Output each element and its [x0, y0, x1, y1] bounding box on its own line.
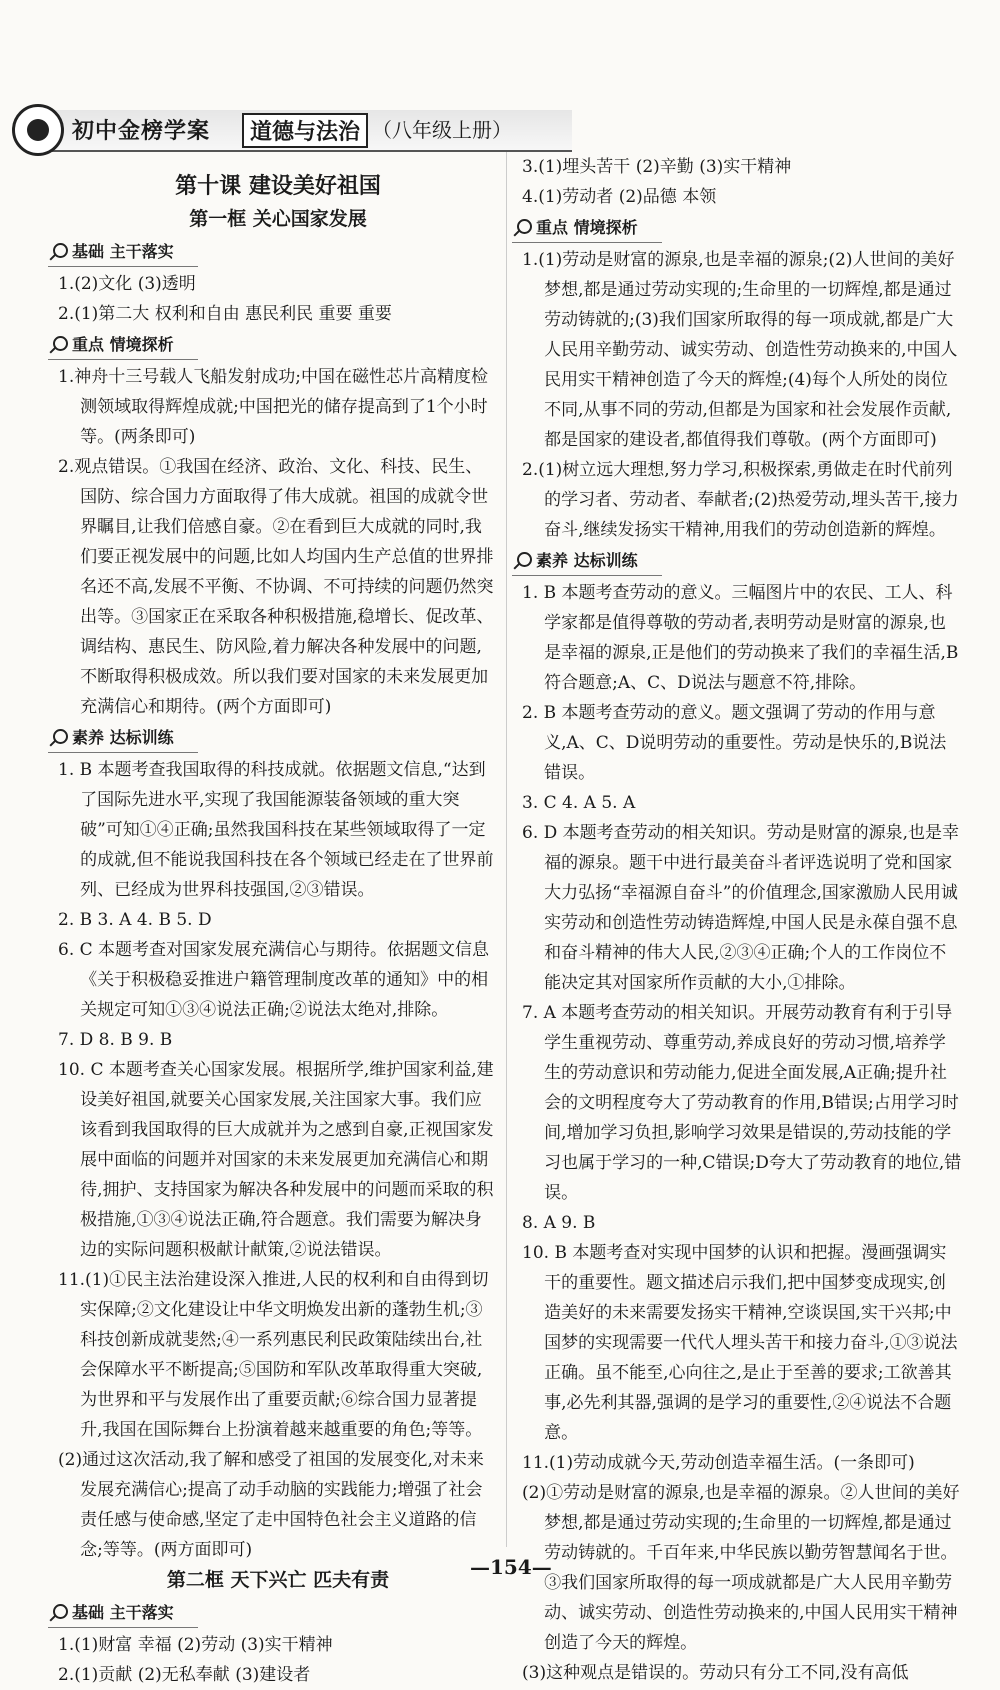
answer-line: 6. D 本题考查劳动的相关知识。劳动是财富的源泉,也是幸福的源泉。题干中进行最美奋斗者评选说明了党和国家大力弘扬“幸福源自奋斗”的价值理念,国家激励人民用诚实劳动和创造性劳动铸造辉煌,中国人民是永葆自强不息和奋斗精神的伟大人民,②③④正确;个人的工作岗位不能决定其对国家所作贡献的大小,①排除。 — [522, 823, 960, 993]
answer-line: (2)通过这次活动,我了解和感受了祖国的发展变化,对未来发展充满信心;提高了动手动脑的实践能力;增强了社会责任感与使命感,坚定了走中国特色社会主义道路的信念;等等。(两方面即可) — [58, 1450, 484, 1560]
answer-line: 2.(1)第二大 权利和自由 惠民利民 重要 重要 — [58, 304, 392, 324]
page-number: —154— — [470, 1555, 552, 1579]
answer-line: 2.观点错误。①我国在经济、政治、文化、科技、民生、国防、综合国力方面取得了伟大成就。祖国的成就令世界瞩目,让我们倍感自豪。②在看到巨大成就的同时,我们要正视发展中的问题,比如人均国内生产总值的世界排名还不高,发展不平衡、不协调、不可持续的问题仍然突出等。③国家正在采取各种积极措施,稳增长、促改革、调结构、惠民生、防风险,着力解决各种发展中的问题,不断取得积极成效。所以我们要对国家的未来发展更加充满信心和期待。(两个方面即可) — [58, 457, 494, 717]
section-label: 重点 情境探析 — [536, 218, 638, 237]
answer-line: 4.(1)劳动者 (2)品德 本领 — [522, 187, 717, 207]
frame-title-2: 第二框 天下兴亡 匹夫有责 — [166, 1569, 390, 1591]
section-header — [48, 724, 198, 753]
magnifier-icon — [512, 551, 532, 571]
book-logo-icon — [12, 104, 64, 156]
answer-line: 2. B 本题考查劳动的意义。题文强调了劳动的作用与意义,A、C、D说明劳动的重要性。劳动是快乐的,B说法错误。 — [522, 703, 947, 783]
answer-line: 11.(1)劳动成就今天,劳动创造幸福生活。(一条即可) — [522, 1453, 915, 1473]
answer-line: (3)这种观点是错误的。劳动只有分工不同,没有高低 — [522, 1663, 909, 1683]
section-label: 素养 达标训练 — [72, 728, 174, 747]
answer-line: 1. B 本题考查我国取得的科技成就。依据题文信息,“达到了国际先进水平,实现了我国能源装备领域的重大突破”可知①④正确;虽然我国科技在某些领域取得了一定的成就,但不能说我国科技在各个领域已经走在了世界前列、已经成为世界科技强国,②③错误。 — [58, 760, 494, 900]
section-header — [512, 547, 662, 576]
answer-line: 1.(2)文化 (3)透明 — [58, 274, 196, 294]
answer-line: 11.(1)①民主法治建设深入推进,人民的权利和自由得到切实保障;②文化建设让中华文明焕发出新的蓬勃生机;③科技创新成就斐然;④一系列惠民利民政策陆续出台,社会保障水平不断提高;⑤国防和军队改革取得重大突破,为世界和平与发展作出了重要贡献;⑥综合国力显著提升,我国在国际舞台上扮演着越来越重要的角色;等等。 — [58, 1270, 489, 1440]
answer-line: 1. B 本题考查劳动的意义。三幅图片中的农民、工人、科学家都是值得尊敬的劳动者,表明劳动是财富的源泉,也是幸福的源泉,正是他们的劳动换来了我们的幸福生活,B符合题意;A、C、D说法与题意不符,排除。 — [522, 583, 959, 693]
frame-title-1: 第一框 关心国家发展 — [189, 208, 367, 230]
answer-line: 7. A 本题考查劳动的相关知识。开展劳动教育有利于引导学生重视劳动、尊重劳动,养成良好的劳动习惯,培养学生的劳动意识和劳动能力,促进全面发展,A正确;提升社会的文明程度夸大了劳动教育的作用,B错误;占用学习时间,增加学习负担,影响学习效果是错误的,劳动技能的学习也属于学习的一种,C错误;D夸大了劳动教育的地位,错误。 — [522, 1003, 962, 1203]
section-header — [48, 1599, 198, 1628]
answer-line: 2.(1)树立远大理想,努力学习,积极探索,勇做走在时代前列的学习者、劳动者、奉献者;(2)热爱劳动,埋头苦干,接力奋斗,继续发扬实干精神,用我们的劳动创造新的辉煌。 — [522, 460, 959, 540]
magnifier-icon — [48, 335, 68, 355]
section-label: 基础 主干落实 — [72, 1603, 174, 1622]
answer-line: 7. D 8. B 9. B — [58, 1030, 173, 1050]
magnifier-icon — [48, 1603, 68, 1623]
answer-line: 3.(1)埋头苦干 (2)辛勤 (3)实干精神 — [522, 157, 792, 177]
magnifier-icon — [48, 728, 68, 748]
magnifier-icon — [48, 242, 68, 262]
answer-line: 2.(1)贡献 (2)无私奉献 (3)建设者 — [58, 1665, 311, 1685]
left-column — [58, 170, 498, 1690]
answer-line: 6. C 本题考查对国家发展充满信心与期待。依据题文信息《关于积极稳妥推进户籍管理制度改革的通知》中的相关规定可知①③④说法正确;②说法太绝对,排除。 — [58, 940, 490, 1020]
grade-label: （八年级上册） — [372, 118, 512, 142]
answer-line: 2. B 3. A 4. B 5. D — [58, 910, 212, 930]
section-header — [512, 214, 662, 243]
section-header — [48, 238, 198, 267]
answer-line: 3. C 4. A 5. A — [522, 793, 636, 813]
lesson-title: 第十课 建设美好祖国 — [175, 174, 381, 199]
answer-line: 10. C 本题考查关心国家发展。根据所学,维护国家利益,建设美好祖国,就要关心国家发展,关注国家大事。我们应该看到我国取得的巨大成就并为之感到自豪,正视国家发展中面临的问题并对国家的未来发展更加充满信心和期待,拥护、支持国家为解决各种发展中的问题而采取的积极措施,①③④说法正确,符合题意。我们需要为解决身边的实际问题积极献计献策,②说法错误。 — [58, 1060, 494, 1260]
answer-line: 10. B 本题考查对实现中国梦的认识和把握。漫画强调实干的重要性。题文描述启示我们,把中国梦变成现实,创造美好的未来需要发扬实干精神,空谈误国,实干兴邦;中国梦的实现需要一代代人埋头苦干和接力奋斗,①③说法正确。虽不能至,心向往之,是止于至善的要求;工欲善其事,必先利其器,强调的是学习的重要性,②④说法不合题意。 — [522, 1243, 958, 1443]
section-header — [48, 331, 198, 360]
answer-line: 1.(1)财富 幸福 (2)劳动 (3)实干精神 — [58, 1635, 333, 1655]
answer-line: (2)①劳动是财富的源泉,也是幸福的源泉。②人世间的美好梦想,都是通过劳动实现的;生命里的一切辉煌,都是通过劳动铸就的。千百年来,中华民族以勤劳智慧闻名于世。③我们国家所取得的每一项成就都是广大人民用辛勤劳动、诚实劳动、创造性劳动换来的,中国人民用实干精神创造了今天的辉煌。 — [522, 1483, 960, 1653]
section-label: 重点 情境探析 — [72, 335, 174, 354]
right-column — [522, 152, 962, 1688]
answer-line: 1.(1)劳动是财富的源泉,也是幸福的源泉;(2)人世间的美好梦想,都是通过劳动实现的;生命里的一切辉煌,都是通过劳动铸就的;(3)我们国家所取得的每一项成就,都是广大人民用辛勤劳动、诚实劳动、创造性劳动换来的,中国人民用实干精神创造了今天的辉煌;(4)每个人所处的岗位不同,从事不同的劳动,但都是为国家和社会发展作贡献,都是国家的建设者,都值得我们尊敬。(两个方面即可) — [522, 250, 958, 450]
section-label: 基础 主干落实 — [72, 242, 174, 261]
page-header — [12, 100, 572, 162]
section-label: 素养 达标训练 — [536, 551, 638, 570]
magnifier-icon — [512, 218, 532, 238]
column-divider — [506, 152, 507, 1547]
subject-label: 道德与法治 — [242, 113, 368, 148]
book-title: 初中金榜学案 — [72, 118, 211, 144]
answer-line: 1.神舟十三号载人飞船发射成功;中国在磁性芯片高精度检测领域取得辉煌成就;中国把光的储存提高到了1个小时等。(两条即可) — [58, 367, 488, 447]
answer-line: 8. A 9. B — [522, 1213, 596, 1233]
